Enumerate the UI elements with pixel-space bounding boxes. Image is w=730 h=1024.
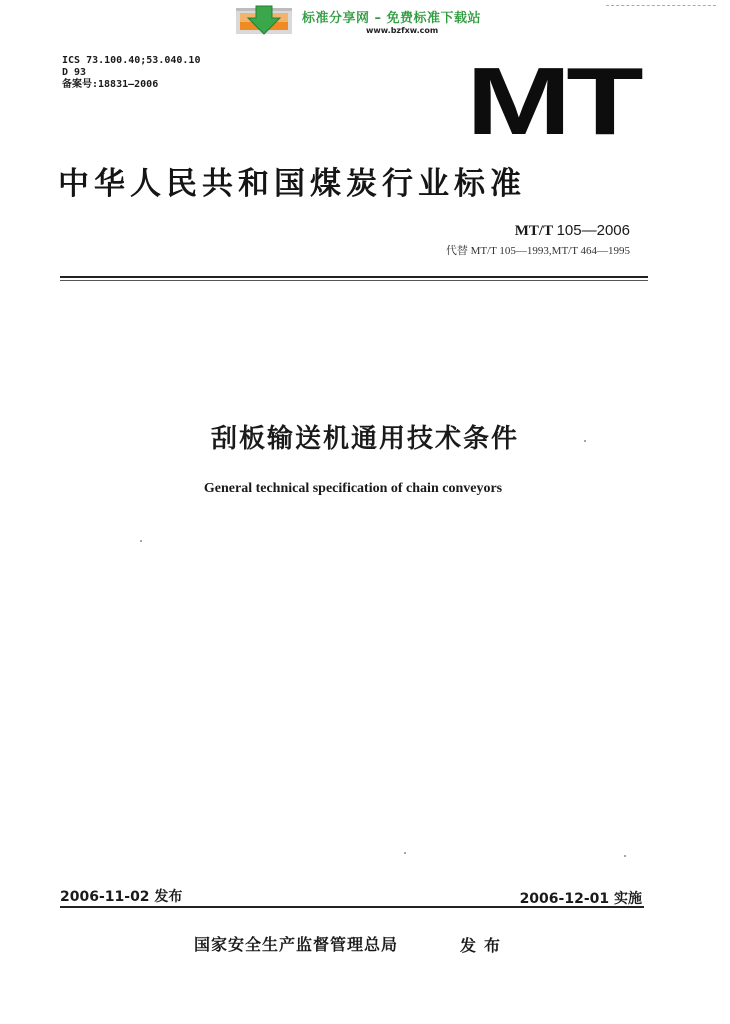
header-divider (60, 276, 648, 278)
issue-label: 发布 (460, 936, 509, 955)
scan-edge-line (606, 5, 716, 7)
filing-number: 备案号:18831—2006 (62, 79, 159, 90)
header-divider-thin (60, 280, 648, 281)
watermark-banner (232, 4, 500, 38)
industry-standard-heading: 中华人民共和国煤炭行业标准 (58, 166, 526, 202)
document-title-english: General technical specification of chain conveyors (203, 481, 503, 496)
scan-speck (140, 540, 142, 542)
standard-prefix: MT/T (514, 223, 553, 239)
watermark-url[interactable]: www.bzfxw.com (366, 26, 439, 35)
scan-speck (404, 852, 406, 854)
scan-speck (624, 855, 626, 857)
footer-divider (60, 906, 644, 908)
watermark-title: 标准分享网 – 免费标准下载站 (302, 11, 482, 26)
standard-number (515, 222, 630, 240)
issuing-authority: 国家安全生产监督管理总局 (194, 935, 399, 954)
issue-date: 2006-11-02 发布 (60, 889, 183, 905)
implementation-date: 2006-12-01 实施 (519, 891, 642, 907)
replaces-note: 代替 MT/T 105—1993,MT/T 464—1995 (445, 245, 630, 257)
download-arrow-icon (232, 4, 296, 38)
document-title-chinese: 刮板输送机通用技术条件 (210, 424, 519, 454)
mt-logo: MT (466, 48, 639, 155)
standard-number-value: 105—2006 (556, 222, 630, 239)
ccs-code: D 93 (62, 67, 87, 78)
ics-code: ICS 73.100.40;53.040.10 (62, 55, 201, 66)
scan-speck (584, 440, 586, 442)
